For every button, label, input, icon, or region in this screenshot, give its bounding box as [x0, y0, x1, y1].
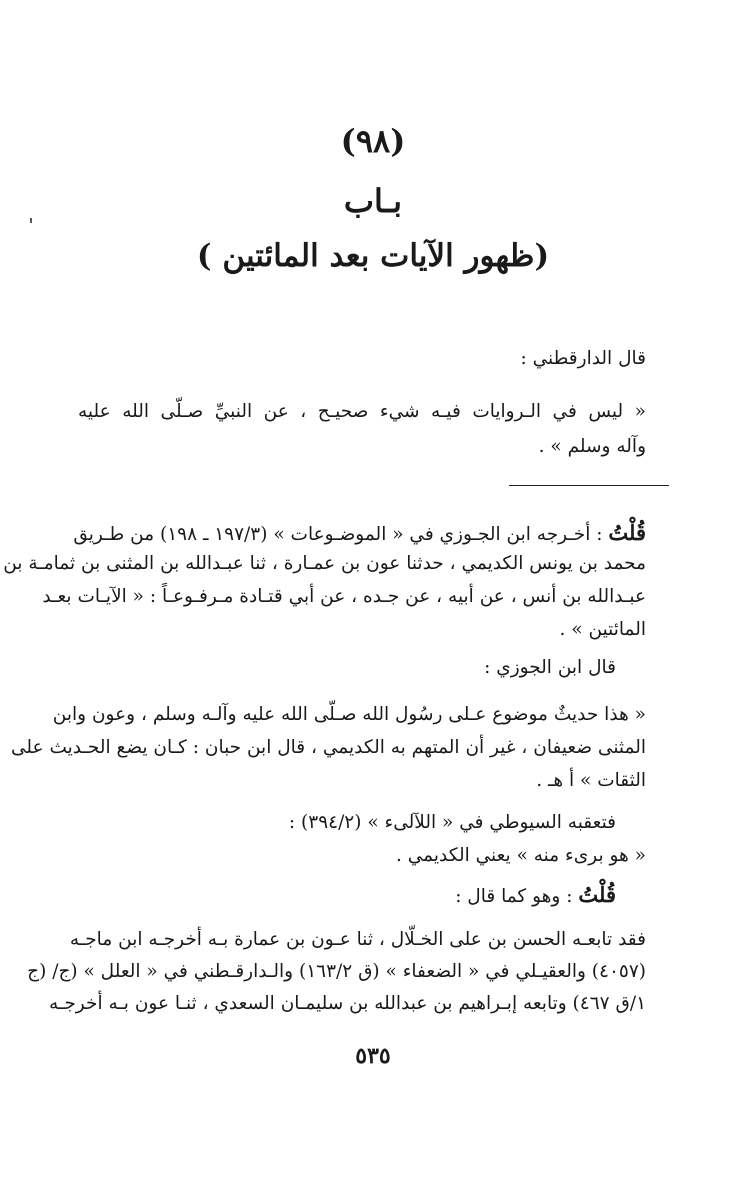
- text-line: عبـدالله بن أنس ، عن أبيه ، عن جـده ، عن أبي قتـادة مـرفـوعـاً : « الآيـات بعـد: [42, 586, 646, 607]
- text-line: المثنى ضعيفان ، غير أن المتهم به الكديمي ، قال ابن حبان : كـان يضع الحـديث على: [10, 737, 646, 758]
- text-line: فتعقبه السيوطي في « اللآلىء » (٣٩٤/٢) :: [288, 812, 616, 833]
- text-line: (٤٠٥٧) والعقيـلي في « الضعفاء » (ق ١٦٣/٢) والـدارقـطني في « العلل » (ج/ (ج: [27, 961, 646, 982]
- chapter-number: (٩٨): [340, 122, 406, 160]
- text-line: « ليس في الـروايات فيـه شيء صحيـح ، عن النبيِّ صـلّى الله عليه: [78, 401, 646, 422]
- divider-rule: [509, 485, 669, 486]
- text-line: [73, 520, 646, 545]
- text-line: [48, 882, 616, 907]
- text-line: قال الدارقطني :: [520, 348, 646, 369]
- text-line: « هذا حديثٌ موضوع عـلى رسُول الله صـلّى الله عليه وآلـه وسلم ، وعون وابن: [52, 704, 646, 725]
- chapter-title: (ظهور الآيات بعد المائتين ): [196, 238, 550, 274]
- text-segment: : أخـرجه ابن الجـوزي في « الموضـوعات » (١٩٧/٣ ـ ١٩٨) من طـريق: [73, 524, 603, 545]
- text-line: محمد بن يونس الكديمي ، حدثنا عون بن عمـارة ، ثنا عبـدالله بن المثنى بن ثمامـة بن: [3, 553, 646, 574]
- chapter-label: بـاب: [343, 182, 403, 220]
- qult-word: قُلْتُ: [578, 882, 616, 907]
- text-line: « هو برىء منه » يعني الكديمي .: [396, 845, 646, 866]
- qult-word: قُلْتُ: [608, 520, 646, 545]
- text-line: ١/ق ٤٦٧) وتابعه إبـراهيم بن عبدالله بن سليمـان السعدي ، ثنـا عون بـه أخرجـه: [49, 993, 646, 1014]
- text-segment: : وهو كما قال :: [455, 886, 573, 907]
- text-line: الثقات » أ هـ .: [536, 770, 646, 791]
- text-line: فقد تابعـه الحسن بن على الخـلّال ، ثنا عـون بن عمارة بـه أخرجـه ابن ماجـه: [69, 929, 646, 950]
- text-line: المائتين » .: [559, 619, 646, 640]
- text-line: قال ابن الجوزي :: [484, 657, 616, 678]
- text-line: وآله وسلم » .: [538, 436, 646, 457]
- page-number: ٥٣٥: [355, 1043, 391, 1069]
